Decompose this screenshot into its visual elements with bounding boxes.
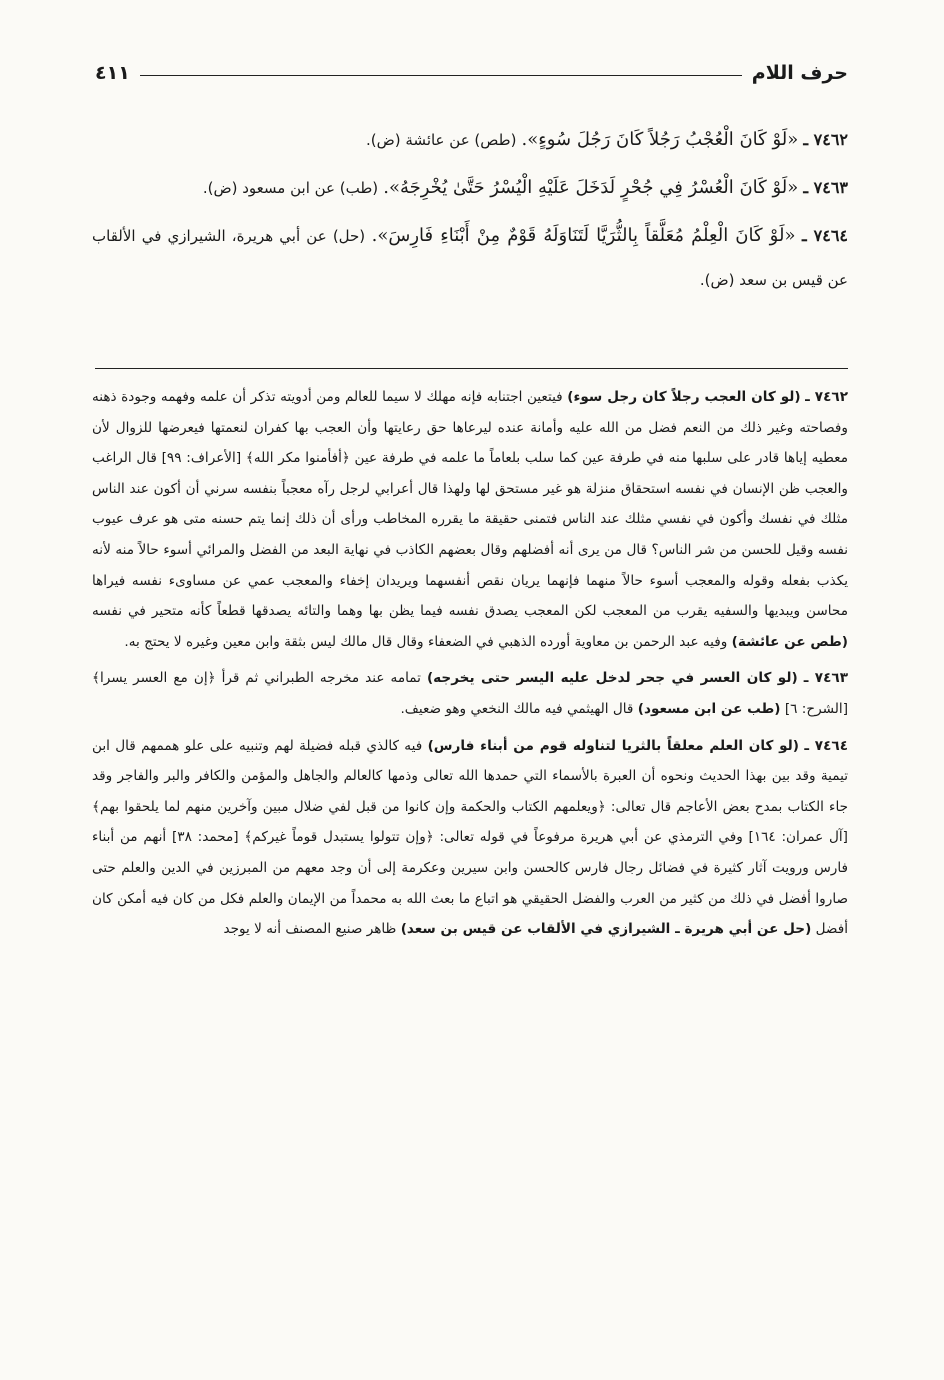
commentary-tail: وفيه عبد الرحمن بن معاوية أورده الذهبي في الضعفاء وقال قال مالك ليس بثقة وابن معين وغيره لا يحتج به.: [124, 633, 728, 650]
hadith-text: «لَوْ كَانَ الْعُجْبُ رَجُلاً كَانَ رَجُلَ سُوءٍ».: [521, 129, 799, 150]
commentary-lemma: (لو كان العلم معلقاً بالثريا لتناوله قوم من أبناء فارس): [427, 737, 799, 754]
commentary-text: تمامه عند مخرجه الطبراني ثم قرأ ﴿إن مع العسر يسرا﴾ [الشرح: ٦]: [92, 670, 848, 717]
main-entry: [92, 166, 848, 210]
chapter-title: حرف اللام: [751, 62, 848, 84]
hadith-text: «لَوْ كَانَ الْعُسْرُ فِي جُحْرٍ لَدَخَلَ عَلَيْهِ الْيُسْرُ حَتَّىٰ يُخْرِجَهُ».: [383, 177, 799, 198]
commentary-source: (حل عن أبي هريرة ـ الشيرازي في الألقاب عن قيس بن سعد): [400, 921, 812, 938]
commentary-number: ٧٤٦٢ ـ: [805, 389, 848, 405]
commentary-text: فيه كالذي قبله فضيلة لهم وتنبيه على علو هممهم قال ابن تيمية وقد بين بهذا الحديث ونحوه أن العبرة بالأسماء التي حمدها الله تعالى وذمها كالعالم والجاهل والمؤمن والكافر والبر والفاجر وقد جاء الكتاب بمدح بعض الأعاجم قال تعالى: ﴿ويعلمهم الكتاب والحكمة وإن كانوا من قبل لفي ضلال مبين وآخرين منهم لما يلحقوا بهم﴾ [آل عمران: ١٦٤] وفي الترمذي عن أبي هريرة مرفوعاً في قوله تعالى: ﴿وإن تتولوا يستبدل قوماً غيركم﴾ [محمد: ٣٨] أنهم من أبناء فارس ورويت آثار كثيرة في فضائل رجال فارس كالحسن وابن سيرين وعكرمة إلى أن وجد معهم من المبرزين في الدين والعلم حتى صاروا أفضل في ذلك من كثير من العرب والفضل الحقيقي هو اتباع ما بعث الله به محمداً من الإيمان والعلم فكل من كان فيه أمكن كان أفضل: [92, 737, 848, 938]
entry-number: ٧٤٦٢ ـ: [803, 130, 848, 149]
commentary-entry: [92, 731, 848, 945]
commentary-lemma: (لو كان العجب رجلاً كان رجل سوء): [567, 389, 801, 405]
commentary-tail: ظاهر صنيع المصنف أنه لا يوجد: [223, 921, 397, 938]
commentary-tail: قال الهيثمي فيه مالك النخعي وهو ضعيف.: [400, 700, 634, 717]
commentary: [92, 382, 848, 951]
entry-number: ٧٤٦٣ ـ: [803, 178, 848, 197]
commentary-lemma: (لو كان العسر في جحر لدخل عليه اليسر حتى يخرجه): [426, 670, 798, 687]
section-divider: [95, 368, 848, 369]
main-entry: [92, 214, 848, 302]
header-rule: [140, 75, 742, 76]
hadith-text: «لَوْ كَانَ الْعِلْمُ مُعَلَّقاً بِالثُّرَيَّا لَتَنَاوَلَهُ قَوْمٌ مِنْ أَبْنَاءِ فَارِسَ».: [371, 225, 796, 246]
commentary-entry: [92, 663, 848, 724]
running-header: [95, 50, 848, 84]
main-entry: [92, 118, 848, 162]
commentary-source: (طب عن ابن مسعود): [637, 700, 781, 717]
hadith-source: (طب) عن ابن مسعود (ض).: [202, 179, 379, 197]
hadith-source: (طص) عن عائشة (ض).: [366, 131, 517, 149]
commentary-number: ٧٤٦٤ ـ: [804, 737, 848, 754]
commentary-number: ٧٤٦٣ ـ: [803, 670, 848, 687]
hadith-source: (حل) عن أبي هريرة، الشيرازي في الألقاب عن قيس بن سعد (ض).: [92, 227, 848, 289]
commentary-source: (طص عن عائشة): [731, 633, 848, 650]
main-text: [92, 118, 848, 306]
commentary-text: فيتعين اجتنابه فإنه مهلك لا سيما للعالم ومن أدويته تذكر أن علمه وفهمه وجودة ذهنه وفصاحته وغير ذلك من النعم فضل من الله عليه وأمانة عنده ليرعاها حق رعايتها وأن العجب بها كفران لنعمتها فيعرضها للزوال لأن معطيه إياها قادر على سلبها منه في طرفة عين كما سلب بلعاماً ما علمه في طرفة عين ﴿أفأمنوا مكر الله﴾ [الأعراف: ٩٩] قال الراغب والعجب ظن الإنسان في نفسه استحقاق منزلة هو غير مستحق لها ولهذا قال أعرابي لرجل رآه معجباً بنفسه سرني أن أكون عند الناس مثلك في نفسك وأكون في نفسي مثلك عند الناس فتمنى حقيقة ما يقرره المخاطب ورأى أن ذلك إنما يتم حسنه متى هو عرف عيوب نفسه وقيل للحسن من شر الناس؟ قال من يرى أنه أفضلهم وقال بعضهم الكاذب في نهاية البعد من الفضل والمرائي أسوء حالاً منه لأنه يكذب بفعله وقوله والمعجب أسوء حالاً منهما فإنهما يريان نقص أنفسهما ويريدان إخفاء والمعجب عمي عن مساوىء نفسه فيراها محاسن ويبديها والسفيه يقرب من المعجب لكن المعجب يصدق نفسه فيما يظن بها وهما والتائه يصدقها قطعاً كأنه متحير في نفسه: [92, 389, 848, 620]
entry-number: ٧٤٦٤ ـ: [801, 226, 848, 245]
page-number: ٤١١: [95, 62, 130, 84]
commentary-entry: [92, 382, 848, 657]
